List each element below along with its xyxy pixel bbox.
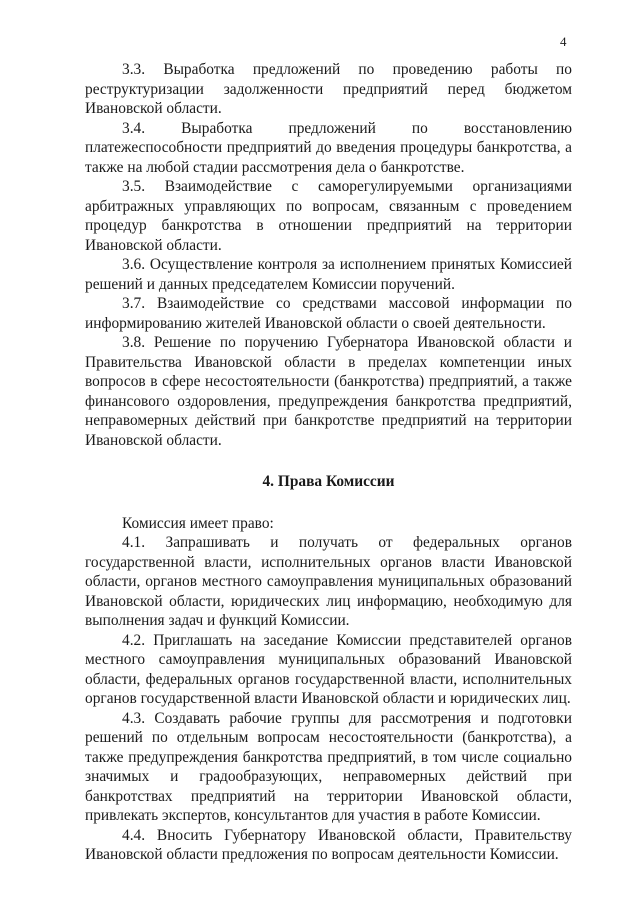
paragraph-3-3: 3.3. Выработка предложений по проведению работы по реструктуризации задолженности предприятий перед бюджетом Ивановской области. — [85, 61, 572, 117]
paragraph-3-6: 3.6. Осуществление контроля за исполнением принятых Комиссией решений и данных председателем Комиссии поручений. — [85, 256, 572, 293]
paragraph-3-5: 3.5. Взаимодействие с саморегулируемыми организациями арбитражных управляющих по вопросам, связанным с проведением процедур банкротства в отношении предприятий на территории Ивановской области. — [85, 178, 572, 254]
page-number: 4 — [560, 34, 567, 49]
paragraph-3-7: 3.7. Взаимодействие со средствами массовой информации по информированию жителей Ивановской области о своей деятельности. — [85, 295, 572, 332]
paragraph-4-1: 4.1. Запрашивать и получать от федеральных органов государственной власти, исполнительных органов власти Ивановской области, органов местного самоуправления муниципальных образований Ивановской области, юридических лиц информацию, необходимую для выполнения задач и функций Комиссии. — [85, 534, 572, 629]
document-body — [85, 60, 572, 865]
paragraph-3-4: 3.4. Выработка предложений по восстановлению платежеспособности предприятий до введения процедуры банкротства, а также на любой стадии рассмотрения дела о банкротстве. — [85, 119, 572, 176]
paragraph-intro: Комиссия имеет право: — [122, 514, 274, 532]
section-title: 4. Права Комиссии — [262, 473, 395, 490]
paragraph-3-8: 3.8. Решение по поручению Губернатора Ивановской области и Правительства Ивановской области в пределах компетенции иных вопросов в сфере несостоятельности (банкротства) предприятий, а также финансового оздоровления, предупреждения банкротства предприятий, неправомерных действий при банкротстве предприятий на территории Ивановской области. — [85, 334, 572, 449]
paragraph-4-3: 4.3. Создавать рабочие группы для рассмотрения и подготовки решений по отдельным вопросам несостоятельности (банкротства), а также предупреждения банкротства предприятий, в том числе социально значимых и градообразующих, неправомерных действий при банкротствах предприятий на территории Ивановской области, привлекать экспертов, консультантов для участия в работе Комиссии. — [85, 709, 572, 824]
paragraph-4-4: 4.4. Вносить Губернатору Ивановской области, Правительству Ивановской области предложения по вопросам деятельности Комиссии. — [85, 826, 572, 863]
paragraph-4-2: 4.2. Приглашать на заседание Комиссии представителей органов местного самоуправления муниципальных образований Ивановской области, федеральных органов государственной власти, исполнительных органов государственной власти Ивановской области и юридических лиц. — [85, 631, 572, 707]
